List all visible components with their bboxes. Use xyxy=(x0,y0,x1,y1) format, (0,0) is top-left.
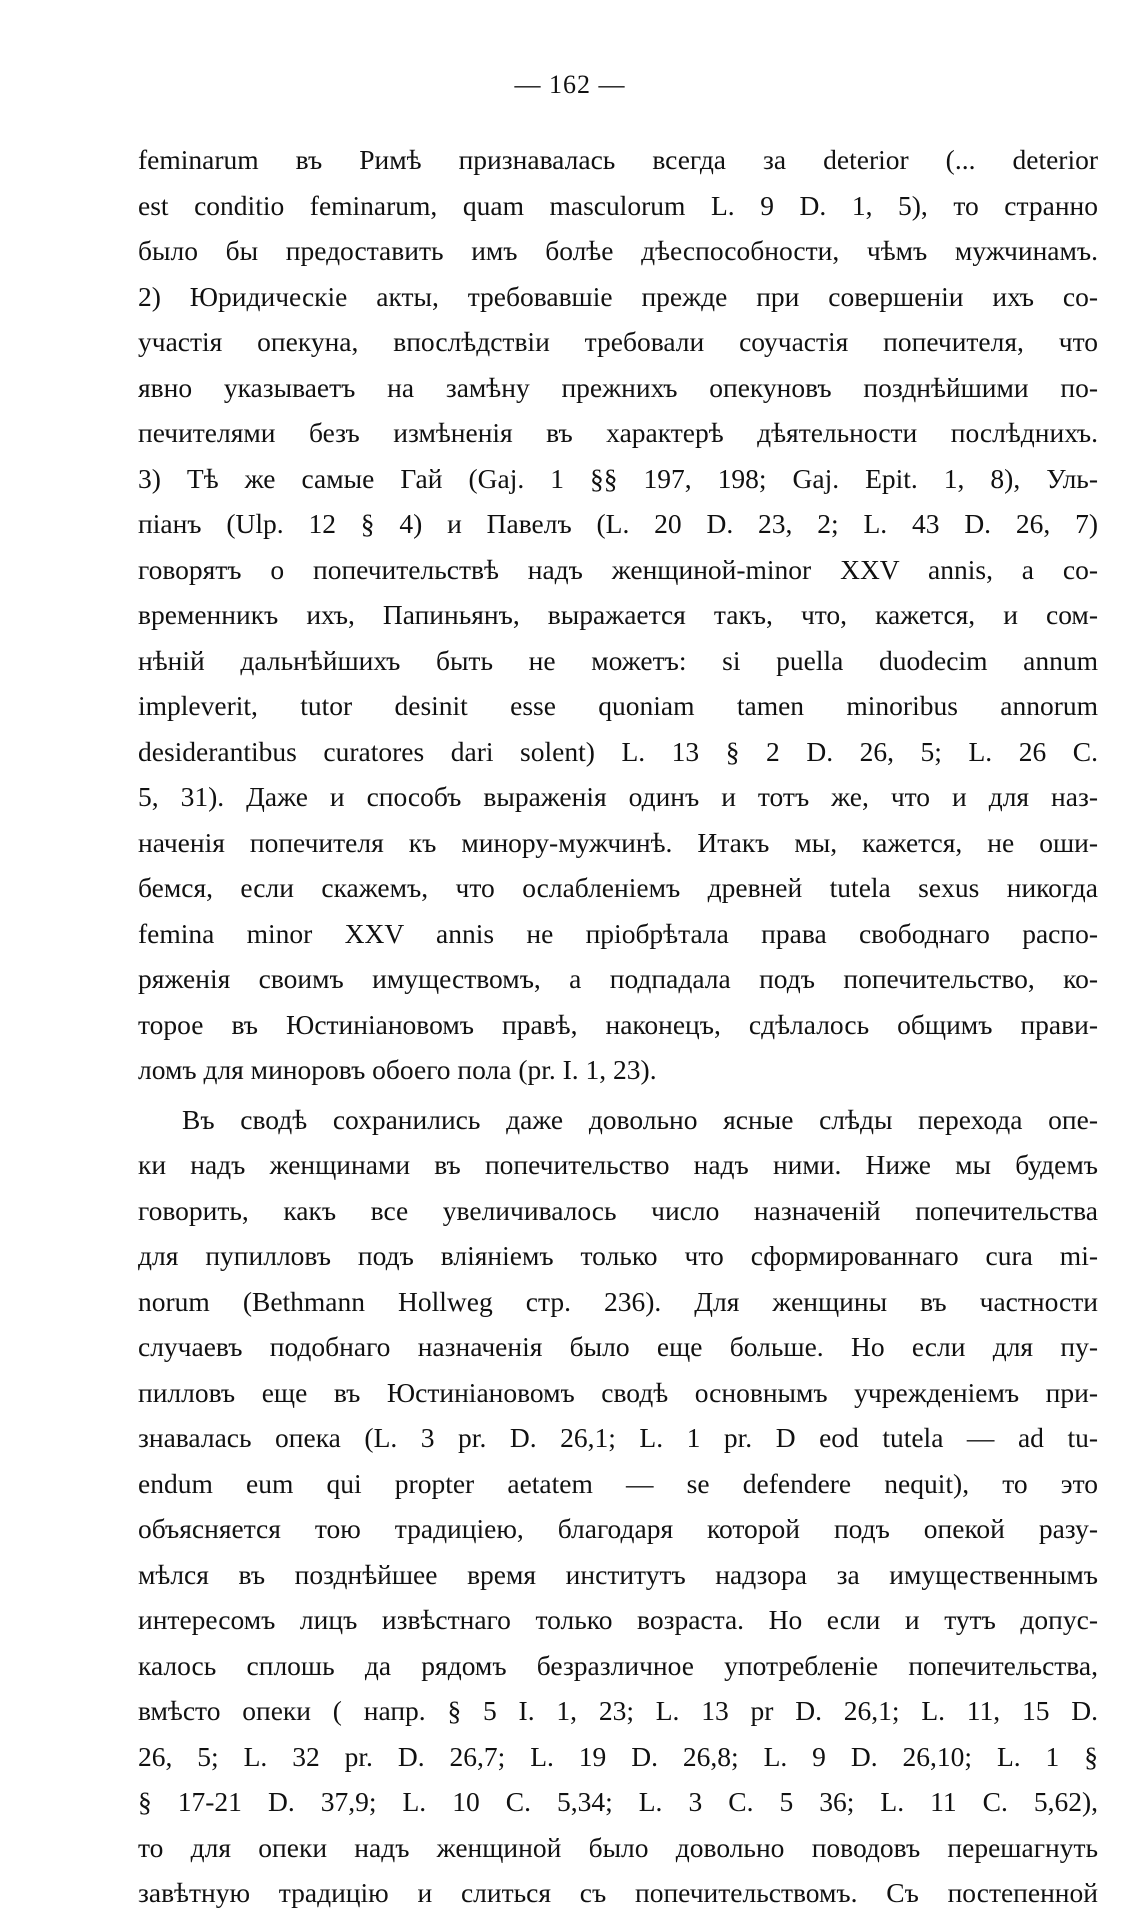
text-line: desiderantibus curatores dari solent) L. 13 § 2 D. 26, 5; L. 26 C. xyxy=(138,735,1098,767)
paragraph-2 xyxy=(138,1097,1098,1916)
text-line: мѣлся въ позднѣйшее время институтъ надзора за имущественнымъ xyxy=(138,1558,1098,1590)
text-line: говорить, какъ все увеличивалось число назначеній попечительства xyxy=(138,1194,1098,1226)
text-line: говорятъ о попечительствѣ надъ женщиной-minor XXV annis, а со- xyxy=(138,553,1098,585)
paragraph-1 xyxy=(138,137,1098,1093)
body-text xyxy=(138,137,1098,1916)
text-line: знавалась опека (L. 3 pr. D. 26,1; L. 1 pr. D eod tutela — ad tu- xyxy=(138,1422,1098,1453)
text-line: est conditio feminarum, quam masculorum L. 9 D. 1, 5), то странно xyxy=(138,189,1098,221)
text-line: femina minor XXV annis не пріобрѣтала права свободнаго распо- xyxy=(138,917,1098,949)
text-line: § 17-21 D. 37,9; L. 10 C. 5,34; L. 3 C. 5 36; L. 11 C. 5,62), xyxy=(138,1786,1098,1817)
text-line: бемся, если скажемъ, что ослабленіемъ древней tutela sexus никогда xyxy=(138,872,1098,903)
text-line: пилловъ еще въ Юстиніановомъ сводѣ основнымъ учрежденіемъ при- xyxy=(138,1376,1098,1408)
text-line: impleverit, tutor desinit esse quoniam tamen minoribus annorum xyxy=(138,690,1098,721)
text-line: завѣтную традицію и слиться съ попечительствомъ. Съ постепенной xyxy=(138,1877,1098,1908)
text-line: Въ сводѣ сохранились даже довольно ясные слѣды перехода опе- xyxy=(182,1103,1098,1135)
text-line: участія опекуна, впослѣдствіи требовали соучастія попечителя, что xyxy=(138,326,1098,357)
text-line: ломъ для миноровъ обоего пола (pr. I. 1, 23). xyxy=(138,1054,657,1085)
text-line: 2) Юридическіе акты, требовавшіе прежде при совершеніи ихъ со- xyxy=(138,280,1098,312)
text-line: нѣній дальнѣйшихъ быть не можетъ: si puella duodecim annum xyxy=(138,644,1098,676)
text-line: norum (Bethmann Hollweg стр. 236). Для женщины въ частности xyxy=(138,1285,1098,1317)
text-line: временникъ ихъ, Папиньянъ, выражается такъ, что, кажется, и сом- xyxy=(138,599,1098,630)
text-line: 26, 5; L. 32 pr. D. 26,7; L. 19 D. 26,8; L. 9 D. 26,10; L. 1 § xyxy=(138,1740,1098,1772)
text-line: для пупилловъ подъ вліяніемъ только что сформированнаго cura mi- xyxy=(138,1240,1098,1271)
text-line: endum eum qui propter aetatem — se defendere nequit), то это xyxy=(138,1467,1098,1499)
text-line: 3) Тѣ же самые Гай (Gaj. 1 §§ 197, 198; Gaj. Epit. 1, 8), Уль- xyxy=(138,462,1098,494)
text-line: торое въ Юстиніановомъ правѣ, наконецъ, сдѣлалось общимъ прави- xyxy=(138,1008,1098,1040)
text-line: объясняется тою традиціею, благодаря которой подъ опекой разу- xyxy=(138,1513,1098,1544)
text-line: было бы предоставить имъ болѣе дѣеспособности, чѣмъ мужчинамъ. xyxy=(138,235,1098,266)
text-line: калось сплошь да рядомъ безразличное употребленіе попечительства, xyxy=(138,1649,1098,1681)
text-line: ки надъ женщинами въ попечительство надъ ними. Ниже мы будемъ xyxy=(138,1149,1098,1180)
text-line: явно указываетъ на замѣну прежнихъ опекуновъ позднѣйшими по- xyxy=(138,371,1098,403)
text-line: ряженія своимъ имуществомъ, а подпадала подъ попечительство, ко- xyxy=(138,963,1098,994)
text-line: feminarum въ Римѣ признавалась всегда за deterior (... deterior xyxy=(138,144,1098,175)
text-line: печителями безъ измѣненія въ характерѣ дѣятельности послѣднихъ. xyxy=(138,417,1098,448)
text-line: вмѣсто опеки ( напр. § 5 I. 1, 23; L. 13 pr D. 26,1; L. 11, 15 D. xyxy=(138,1695,1098,1726)
text-line: то для опеки надъ женщиной было довольно поводовъ перешагнуть xyxy=(138,1831,1098,1863)
text-line: интересомъ лицъ извѣстнаго только возраста. Но если и тутъ допус- xyxy=(138,1604,1098,1635)
page-number: — 162 — xyxy=(514,70,626,99)
text-line: случаевъ подобнаго назначенія было еще больше. Но если для пу- xyxy=(138,1331,1098,1362)
text-line: наченія попечителя къ минору-мужчинѣ. Итакъ мы, кажется, не оши- xyxy=(138,826,1098,858)
text-line: 5, 31). Даже и способъ выраженія одинъ и тотъ же, что и для наз- xyxy=(138,781,1098,812)
text-line: піанъ (Ulp. 12 § 4) и Павелъ (L. 20 D. 23, 2; L. 43 D. 26, 7) xyxy=(138,508,1098,539)
